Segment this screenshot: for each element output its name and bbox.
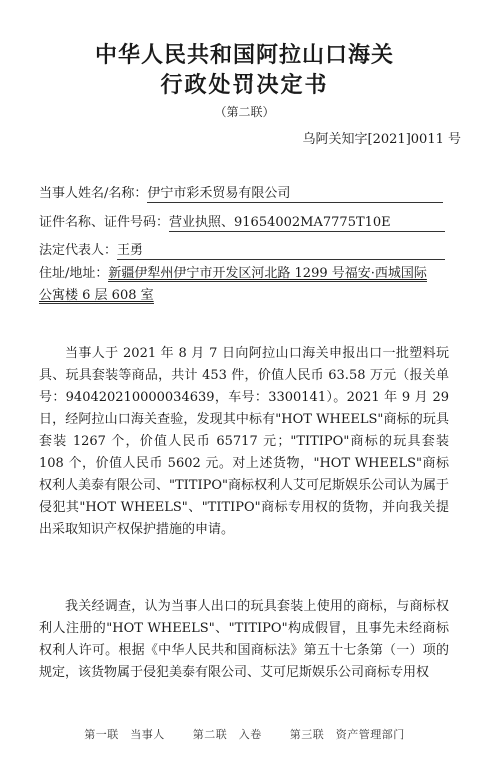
document-number: 乌阿关知字[2021]0011 号 <box>302 132 461 147</box>
footer-copy-1: 第一联 当事人 <box>84 728 165 741</box>
legal-rep-value: 王勇 <box>117 239 445 260</box>
document-title: 行政处罚决定书 <box>160 73 329 98</box>
findings-paragraph: 我关经调查，认为当事人出口的玩具套装上使用的商标，与商标权利人注册的"HOT WHEELS"、"TITIPO"构成假冒，且事先未经商标权利人许可。根据《中华人民共和国商标法》第五十七条第（一）项的规定，该货物属于侵犯美泰有限公司、艾可尼斯娱乐公司商标专用权 <box>39 599 449 680</box>
party-name-value: 伊宁市彩禾贸易有限公司 <box>147 182 443 203</box>
party-name-row <box>39 182 443 203</box>
address-label: 住址/地址： <box>39 266 109 281</box>
address-value-line1: 新疆伊犁州伊宁市开发区河北路 1299 号福安·西城国际 <box>108 266 427 281</box>
id-value: 营业执照、91654002MA7775T10E <box>169 211 445 232</box>
legal-rep-row <box>39 239 445 260</box>
facts-paragraph: 当事人于 2021 年 8 月 7 日向阿拉山口海关申报出口一批塑料玩具、玩具套装等商品，共计 453 件，价值人民币 63.58 万元（报关单号：940420210000034639，车号：3300141）。2021 年 9 月 29 日，经阿拉山口海关查验，发现其中标有"HOT WHEELS"商标的玩具套装 1267 个，价值人民币 65717 元；"TITIPO"商标的玩具套装 108 个，价值人民币 5602 元。对上述货物，"HOT WHEELS"商标权利人美泰有限公司、"TITIPO"商标权利人艾可尼斯娱乐公司认为属于侵犯其"HOT WHEELS"、"TITIPO"商标专用权的货物，并向我关提出采取知识产权保护措施的申请。 <box>39 346 449 537</box>
footer-copy-3: 第三联 资产管理部门 <box>289 728 405 741</box>
copy-label: （第二联） <box>214 105 275 119</box>
issuer-title: 中华人民共和国阿拉山口海关 <box>94 43 394 68</box>
address-row <box>39 263 454 307</box>
legal-rep-label: 法定代表人： <box>39 243 118 258</box>
copy-distribution-footer <box>0 726 489 742</box>
address-value-line2: 公寓楼 6 层 608 室 <box>39 288 154 303</box>
id-label: 证件名称、证件号码： <box>39 215 170 230</box>
id-row <box>39 211 445 232</box>
footer-copy-2: 第二联 入卷 <box>192 728 262 741</box>
party-name-label: 当事人姓名/名称： <box>39 186 148 201</box>
